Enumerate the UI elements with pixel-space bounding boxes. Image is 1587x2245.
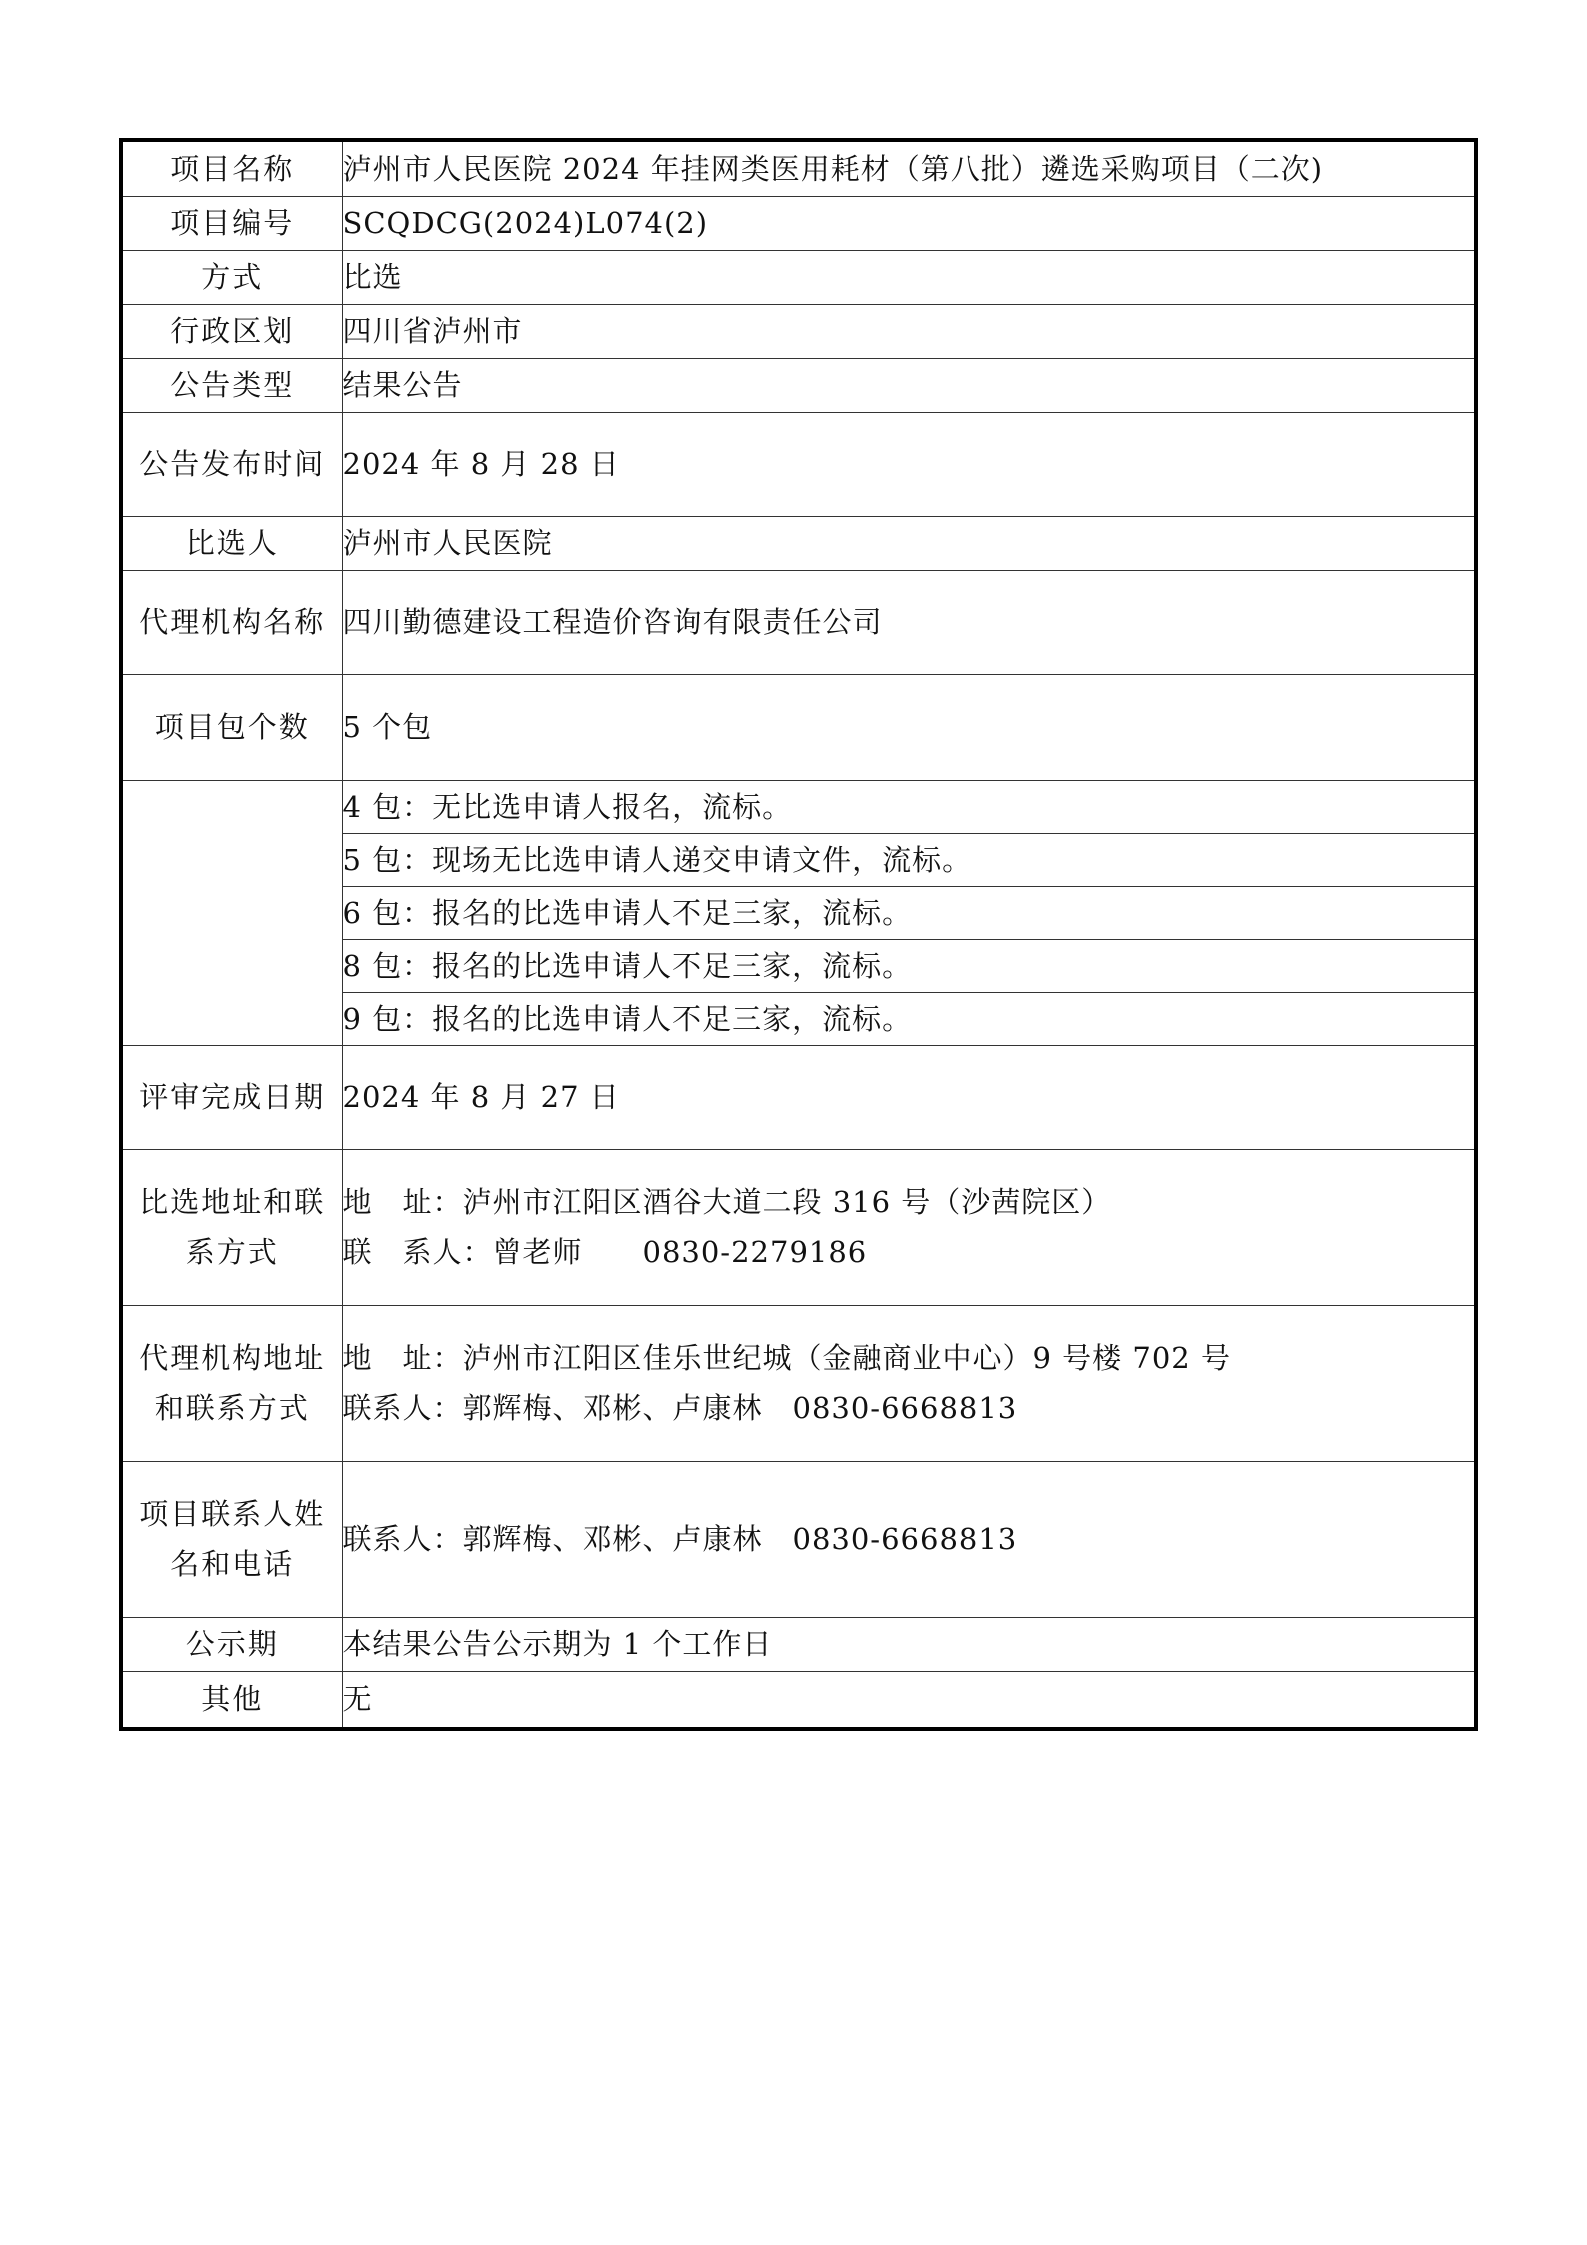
row-notice-type: [121, 358, 1476, 412]
label-review-date: 评审完成日期: [121, 1045, 342, 1149]
label-agency-contact: 代理机构地址和联系方式: [121, 1305, 342, 1461]
value-selector-contact: [342, 1149, 1476, 1305]
row-other: [121, 1671, 1476, 1729]
label-project-name: 项目名称: [121, 140, 342, 196]
row-package-count: [121, 674, 1476, 780]
value-other: 无: [342, 1671, 1476, 1729]
row-publicity: [121, 1617, 1476, 1671]
row-package-4: [121, 780, 1476, 833]
value-package-4: 4 包：无比选申请人报名，流标。: [342, 780, 1476, 833]
label-notice-type: 公告类型: [121, 358, 342, 412]
label-selector: 比选人: [121, 516, 342, 570]
row-region: [121, 304, 1476, 358]
agency-contact-person: 联系人：郭辉梅、邓彬、卢康林 0830-6668813: [342, 1391, 1018, 1425]
label-package-count: 项目包个数: [121, 674, 342, 780]
label-project-contact: 项目联系人姓名和电话: [121, 1461, 342, 1617]
label-project-code: 项目编号: [121, 196, 342, 250]
value-package-6: 6 包：报名的比选申请人不足三家，流标。: [342, 886, 1476, 939]
label-agency-name: 代理机构名称: [121, 570, 342, 674]
row-project-code: [121, 196, 1476, 250]
value-package-9: 9 包：报名的比选申请人不足三家，流标。: [342, 992, 1476, 1045]
value-publicity: 本结果公告公示期为 1 个工作日: [342, 1617, 1476, 1671]
value-notice-type: 结果公告: [342, 358, 1476, 412]
value-agency-name: 四川勤德建设工程造价咨询有限责任公司: [342, 570, 1476, 674]
row-agency-name: [121, 570, 1476, 674]
label-selector-contact: 比选地址和联系方式: [121, 1149, 342, 1305]
agency-address: 地 址：泸州市江阳区佳乐世纪城（金融商业中心）9 号楼 702 号: [342, 1341, 1231, 1375]
label-method: 方式: [121, 250, 342, 304]
label-publicity: 公示期: [121, 1617, 342, 1671]
label-packages-empty: [121, 780, 342, 1045]
value-package-8: 8 包：报名的比选申请人不足三家，流标。: [342, 939, 1476, 992]
value-selector: 泸州市人民医院: [342, 516, 1476, 570]
row-agency-contact: [121, 1305, 1476, 1461]
value-package-count: 5 个包: [342, 674, 1476, 780]
label-publish-time: 公告发布时间: [121, 412, 342, 516]
value-method: 比选: [342, 250, 1476, 304]
value-package-5: 5 包：现场无比选申请人递交申请文件，流标。: [342, 833, 1476, 886]
row-project-contact: [121, 1461, 1476, 1617]
value-project-code: SCQDCG(2024)L074(2): [342, 196, 1476, 250]
value-region: 四川省泸州市: [342, 304, 1476, 358]
value-review-date: 2024 年 8 月 27 日: [342, 1045, 1476, 1149]
row-selector: [121, 516, 1476, 570]
row-review-date: [121, 1045, 1476, 1149]
label-region: 行政区划: [121, 304, 342, 358]
row-selector-contact: [121, 1149, 1476, 1305]
result-notice-table: [119, 138, 1478, 1731]
selector-contact-person: 联 系人：曾老师 0830-2279186: [342, 1235, 868, 1269]
row-method: [121, 250, 1476, 304]
label-other: 其他: [121, 1671, 342, 1729]
value-project-contact: 联系人：郭辉梅、邓彬、卢康林 0830-6668813: [342, 1461, 1476, 1617]
value-agency-contact: [342, 1305, 1476, 1461]
row-project-name: [121, 140, 1476, 196]
row-publish-time: [121, 412, 1476, 516]
selector-address: 地 址：泸州市江阳区酒谷大道二段 316 号（沙茜院区）: [342, 1185, 1112, 1219]
value-publish-time: 2024 年 8 月 28 日: [342, 412, 1476, 516]
value-project-name: 泸州市人民医院 2024 年挂网类医用耗材（第八批）遴选采购项目（二次): [342, 140, 1476, 196]
